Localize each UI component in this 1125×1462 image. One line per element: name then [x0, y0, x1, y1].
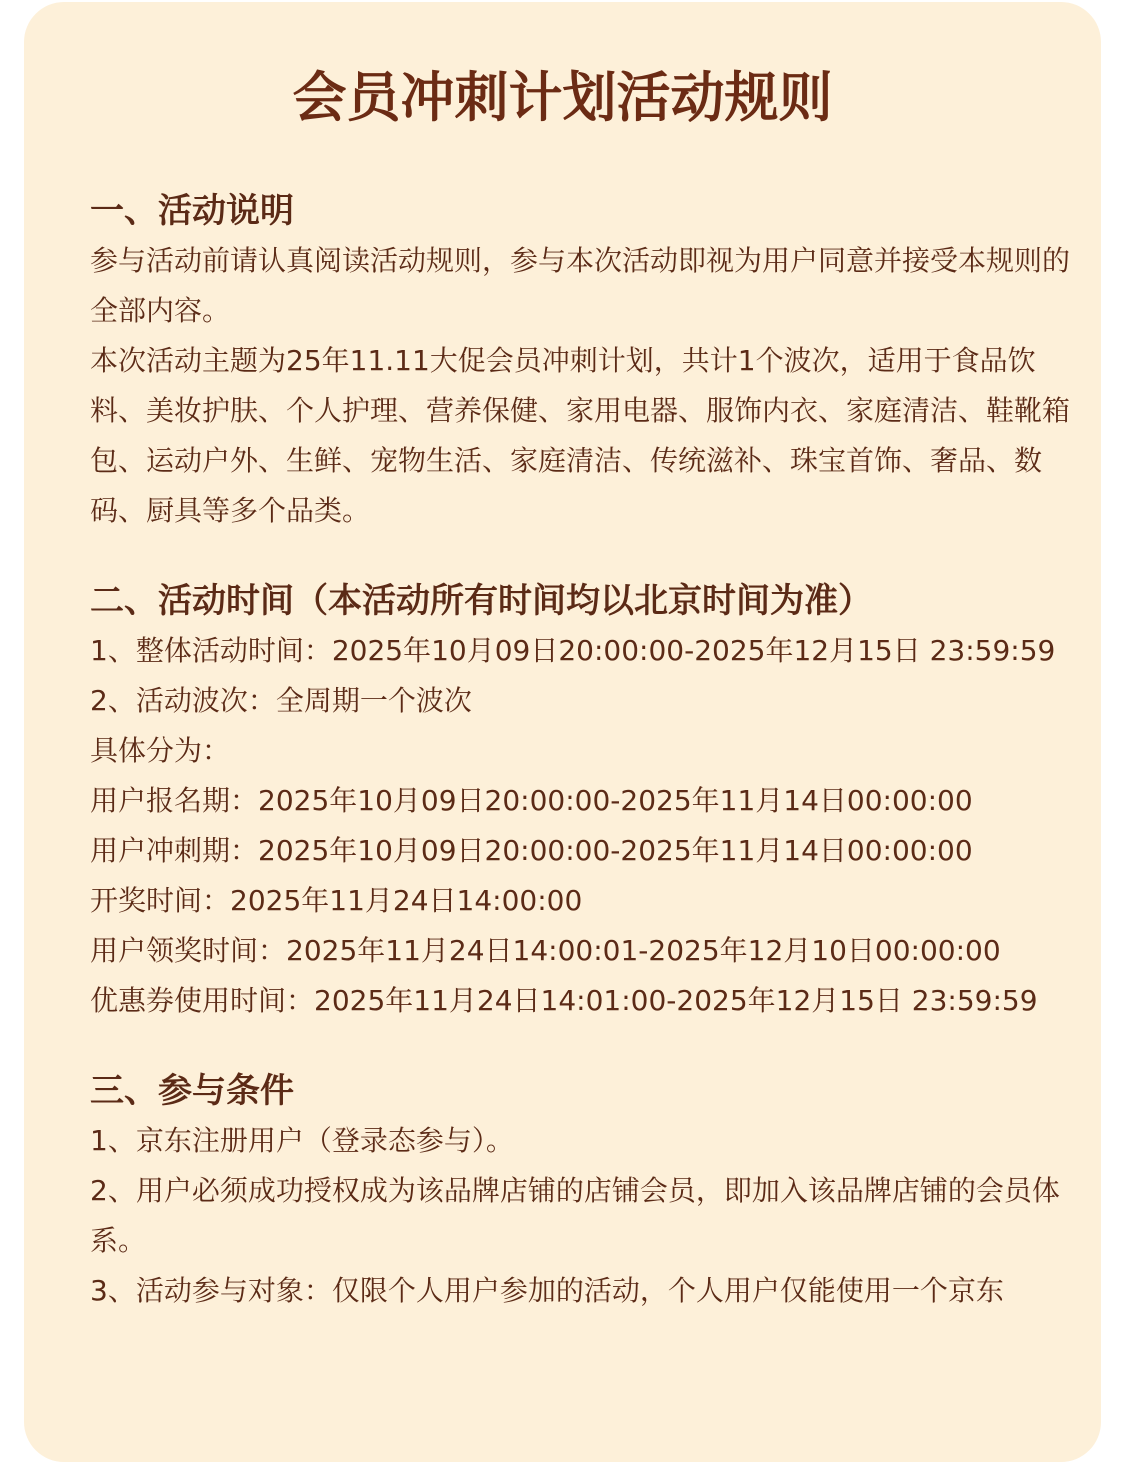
coupon-time: 优惠券使用时间：2025年11月24日14:01:00-2025年12月15日 23:59:59: [90, 984, 1038, 1017]
signup-period: 用户报名期：2025年10月09日20:00:00-2025年11月14日00:00:00: [90, 784, 973, 817]
section-heading: 三、参与条件: [90, 1071, 294, 1111]
condition-item: 3、活动参与对象：仅限个人用户参加的活动，个人用户仅能使用一个京东: [90, 1274, 1004, 1307]
paragraph: 本次活动主题为25年11.11大促会员冲刺计划，共计1个波次，适用于食品饮料、美妆护肤、个人护理、营养保健、家用电器、服饰内衣、家庭清洁、鞋靴箱包、运动户外、生鲜、宠物生活、家庭清洁、传统滋补、珠宝首饰、奢品、数码、厨具等多个品类。: [90, 344, 1071, 527]
rules-content: [90, 186, 1080, 1356]
page-title: 会员冲刺计划活动规则: [292, 66, 833, 129]
condition-item: 2、用户必须成功授权成为该品牌店铺的店铺会员，即加入该品牌店铺的会员体系。: [90, 1174, 1060, 1257]
section-heading: 一、活动说明: [90, 191, 294, 231]
rules-card: [24, 2, 1101, 1462]
condition-item: 1、京东注册用户（登录态参与）。: [90, 1124, 514, 1157]
breakdown-label: 具体分为：: [90, 734, 231, 767]
section-heading: 二、活动时间（本活动所有时间均以北京时间为准）: [90, 581, 872, 621]
claim-time: 用户领奖时间：2025年11月24日14:00:01-2025年12月10日00:00:00: [90, 934, 1001, 967]
activity-waves: 2、活动波次：全周期一个波次: [90, 684, 472, 717]
paragraph: 参与活动前请认真阅读活动规则，参与本次活动即视为用户同意并接受本规则的全部内容。: [90, 244, 1071, 327]
section-activity-time: [90, 576, 1080, 1026]
section-activity-description: [90, 186, 1080, 536]
sprint-period: 用户冲刺期：2025年10月09日20:00:00-2025年11月14日00:00:00: [90, 834, 973, 867]
section-conditions: [90, 1066, 1080, 1316]
overall-time: 1、整体活动时间：2025年10月09日20:00:00-2025年12月15日 23:59:59: [90, 634, 1056, 667]
draw-time: 开奖时间：2025年11月24日14:00:00: [90, 884, 583, 917]
